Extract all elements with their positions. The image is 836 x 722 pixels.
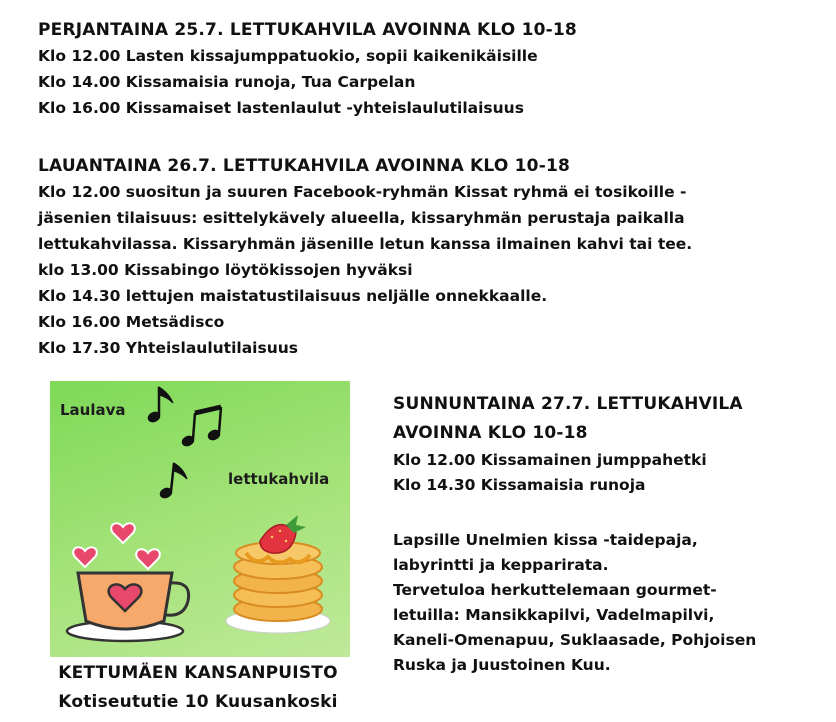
music-note-icon: [147, 387, 173, 424]
venue-name: KETTUMÄEN KANSANPUISTO: [58, 663, 338, 683]
poster-word-lettukahvila: lettukahvila: [228, 470, 330, 488]
sunday-title: AVOINNA KLO 10-18: [393, 423, 588, 443]
friday-line: Klo 12.00 Lasten kissajumppatuokio, sopii kaikenikäisille: [38, 47, 538, 65]
saturday-line: Klo 16.00 Metsädisco: [38, 313, 225, 331]
friday-section: [38, 17, 577, 121]
sunday-title: SUNNUNTAINA 27.7. LETTUKAHVILA: [393, 394, 743, 414]
heart-icon: [111, 523, 135, 543]
poster-image: [50, 381, 350, 657]
poster-illustration: [50, 381, 350, 657]
heart-icon: [73, 547, 97, 567]
sunday-line: Klo 14.30 Kissamaisia runoja: [393, 476, 646, 494]
saturday-line: Klo 14.30 lettujen maistatustilaisuus neljälle onnekkaalle.: [38, 287, 548, 305]
saturday-line: klo 13.00 Kissabingo löytökissojen hyväksi: [38, 261, 413, 279]
sunday-line: Klo 12.00 Kissamainen jumppahetki: [393, 451, 707, 469]
saturday-line: jäsenien tilaisuus: esittelykävely alueella, kissaryhmän perustaja paikalla: [38, 209, 685, 227]
venue-address: Kotiseututie 10 Kuusankoski: [58, 692, 338, 712]
saturday-line: Klo 17.30 Yhteislaulutilaisuus: [38, 339, 298, 357]
saturday-line: Klo 12.00 suositun ja suuren Facebook-ryhmän Kissat ryhmä ei tosikoille -: [38, 183, 687, 201]
sunday-extra-line: letuilla: Mansikkapilvi, Vadelmapilvi,: [393, 606, 715, 624]
heart-icon: [136, 549, 160, 569]
friday-title: PERJANTAINA 25.7. LETTUKAHVILA AVOINNA KLO 10-18: [38, 20, 577, 40]
sunday-extra-line: Ruska ja Juustoinen Kuu.: [393, 656, 611, 674]
sunday-extra-line: labyrintti ja kepparirata.: [393, 556, 609, 574]
saturday-title: LAUANTAINA 26.7. LETTUKAHVILA AVOINNA KLO 10-18: [38, 156, 571, 176]
music-note-icon: [181, 407, 222, 448]
saturday-line: lettukahvilassa. Kissaryhmän jäsenille letun kanssa ilmainen kahvi tai tee.: [38, 235, 693, 253]
poster-word-laulava: Laulava: [60, 401, 126, 419]
coffee-cup-icon: [67, 573, 189, 641]
friday-line: Klo 14.00 Kissamaisia runoja, Tua Carpelan: [38, 73, 416, 91]
sunday-extra-line: Kaneli-Omenapuu, Suklaasade, Pohjoisen: [393, 631, 757, 649]
music-note-icon: [159, 463, 187, 500]
sunday-extra-line: Tervetuloa herkuttelemaan gourmet-: [393, 581, 717, 599]
pancake-stack-icon: [226, 542, 330, 633]
sunday-extra-line: Lapsille Unelmien kissa -taidepaja,: [393, 531, 698, 549]
sunday-section: [393, 390, 756, 678]
saturday-section: [38, 153, 692, 361]
friday-line: Klo 16.00 Kissamaiset lastenlaulut -yhteislaulutilaisuus: [38, 99, 524, 117]
